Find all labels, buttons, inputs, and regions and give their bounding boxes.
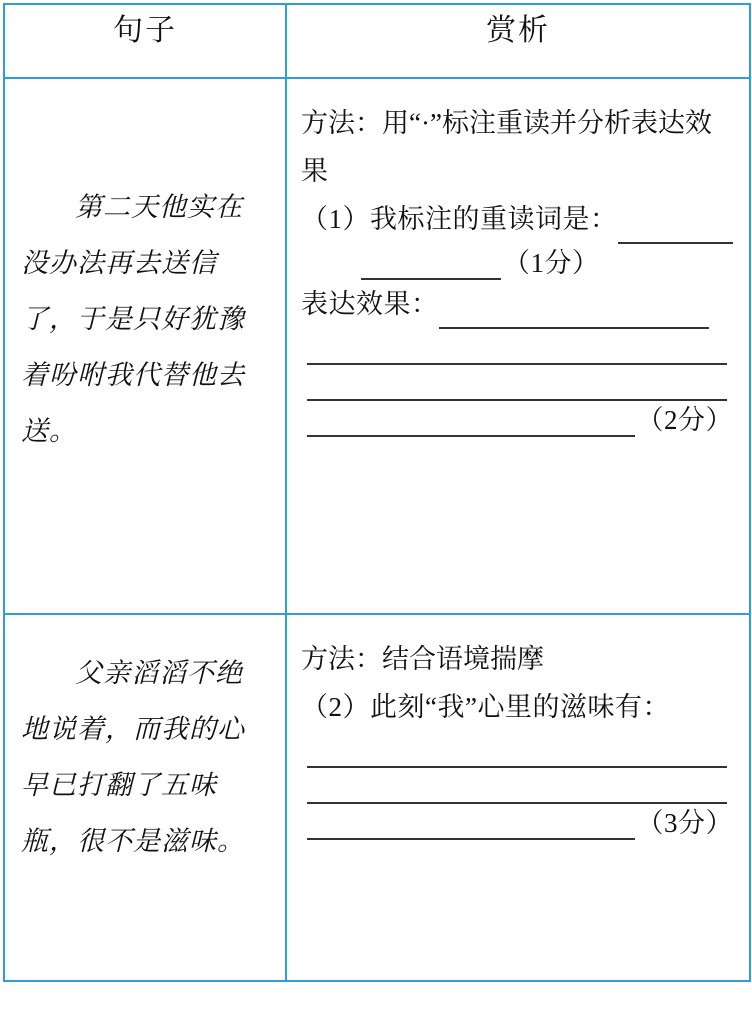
effect-blank-row-2 — [301, 329, 733, 365]
sentence-cell-2 — [4, 614, 286, 981]
question-2-blank-row-3 — [301, 804, 733, 840]
question-1-label: （1）我标注的重读词是： — [301, 204, 618, 234]
effect-blank-row-3 — [301, 365, 733, 401]
question-2-score: （3分） — [636, 807, 733, 838]
answer-blank-effect-3[interactable] — [307, 365, 727, 401]
question-1-line — [301, 195, 733, 244]
sentence-text-1: 第二天他实在没办法再去送信了，于是只好犹豫着吩咐我代替他去送。 — [21, 192, 245, 446]
question-2-blank-row-2 — [301, 768, 733, 804]
answer-blank-2a[interactable] — [307, 732, 727, 768]
analysis-content-2 — [287, 615, 749, 854]
sentence-text-2: 父亲滔滔不绝地说着，而我的心早已打翻了五味瓶，很不是滋味。 — [21, 657, 245, 856]
effect-label: 表达效果： — [301, 289, 439, 319]
answer-blank-effect-4[interactable] — [307, 401, 635, 437]
question-2-label: （2）此刻“我”心里的滋味有： — [301, 691, 670, 722]
effect-score: （2分） — [636, 405, 733, 435]
effect-blank-row-4 — [301, 401, 733, 437]
worksheet-page — [0, 3, 752, 988]
table-body — [4, 78, 750, 981]
sentence-cell-1 — [4, 78, 286, 614]
analysis-table — [3, 3, 751, 982]
effect-line — [301, 280, 733, 329]
answer-blank-1a[interactable] — [618, 208, 734, 244]
table-header-row — [4, 4, 750, 78]
column-header-sentence: 句子 — [4, 4, 286, 78]
question-2-line — [301, 683, 733, 732]
analysis-content-1 — [287, 79, 749, 451]
answer-blank-effect-1[interactable] — [439, 293, 709, 329]
question-1-score: （1分） — [503, 248, 600, 278]
table-row — [4, 614, 750, 981]
column-header-analysis: 赏析 — [286, 4, 750, 78]
analysis-cell-2 — [286, 614, 750, 981]
analysis-cell-1 — [286, 78, 750, 614]
question-2-blank-row-1 — [301, 732, 733, 768]
answer-blank-1b[interactable] — [361, 244, 501, 280]
table-row — [4, 78, 750, 614]
sentence-text-container-2 — [5, 615, 285, 1028]
answer-blank-2b[interactable] — [307, 768, 727, 804]
method-label-2: 方法：结合语境揣摩 — [301, 643, 544, 674]
question-1-line-cont — [301, 244, 733, 280]
answer-blank-effect-2[interactable] — [307, 329, 727, 365]
method-label-1: 方法：用“·”标注重读并分析表达效果 — [301, 108, 712, 186]
answer-blank-2c[interactable] — [307, 804, 635, 840]
table-header — [4, 4, 750, 78]
